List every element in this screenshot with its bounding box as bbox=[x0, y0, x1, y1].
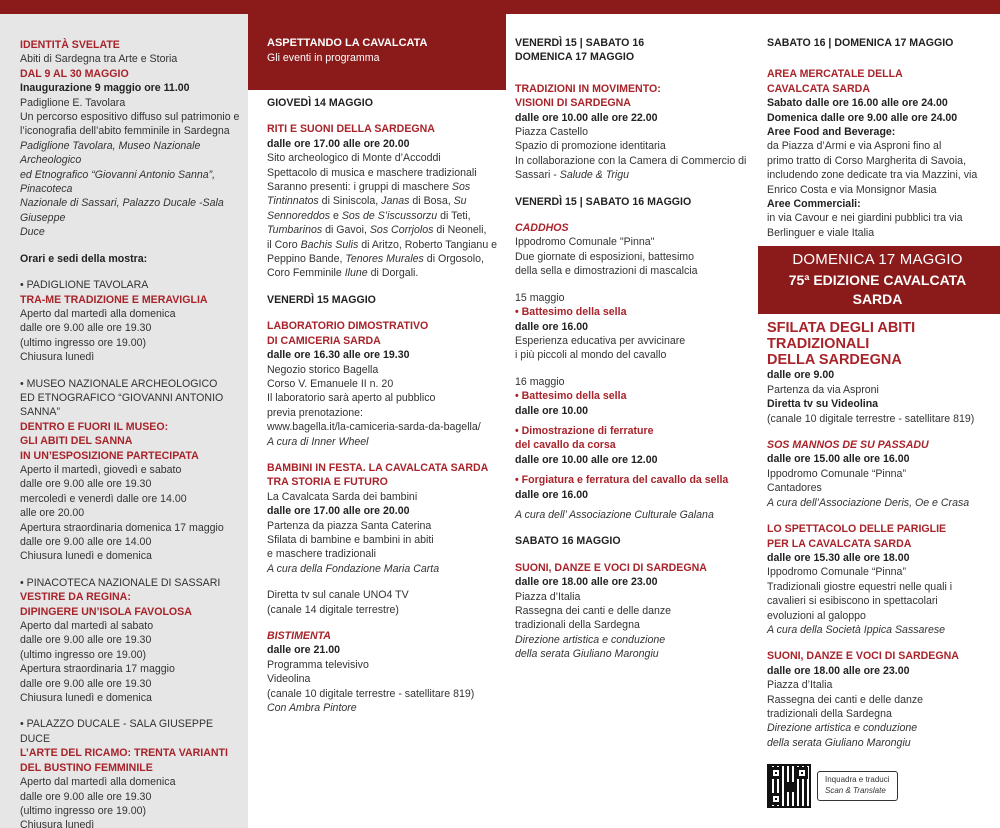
event-line: da Piazza d’Armi e via Asproni fino al bbox=[767, 140, 942, 153]
event-line: Videolina bbox=[267, 673, 311, 686]
event-time: dalle ore 16.30 alle ore 19.30 bbox=[267, 349, 410, 362]
day-heading: SABATO 16 MAGGIO bbox=[515, 535, 621, 548]
event-time: dalle ore 18.00 alle ore 23.00 bbox=[767, 664, 910, 677]
activity-title: • Forgiatura e ferratura del cavallo da sella bbox=[515, 474, 729, 487]
events-header-subtitle: Gli eventi in programma bbox=[267, 51, 380, 64]
tv-line: Diretta tv sul canale UNO4 TV bbox=[267, 589, 409, 602]
event-title: PER LA CAVALCATA SARDA bbox=[767, 537, 912, 550]
venues-line: Nazionale di Sassari, Palazzo Ducale -Sala Giuseppe bbox=[20, 197, 224, 224]
day-heading: SABATO 16 | DOMENICA 17 MAGGIO bbox=[767, 37, 954, 49]
event-time: dalle ore 15.00 alle ore 16.00 bbox=[767, 453, 910, 466]
activity-title: • Battesimo della sella bbox=[515, 306, 627, 319]
event-line: previa prenotazione: bbox=[267, 406, 363, 419]
event-credit: Con Ambra Pintore bbox=[267, 702, 357, 715]
main-event-title: SFILATA DEGLI ABITI TRADIZIONALI bbox=[767, 319, 916, 352]
event-time: dalle ore 10.00 alle ore 12.00 bbox=[515, 453, 658, 466]
event-line: Due giornate di esposizioni, battesimo bbox=[515, 250, 695, 263]
sunday-banner-edition: 75ª EDIZIONE CAVALCATA SARDA bbox=[788, 271, 967, 307]
event-line: e maschere tradizionali bbox=[267, 548, 376, 561]
hours-line: alle ore 20.00 bbox=[20, 507, 85, 520]
day-heading: VENERDÌ 15 MAGGIO bbox=[267, 293, 376, 306]
hours-line: dalle ore 9.00 alle ore 19.30 bbox=[20, 322, 152, 335]
venue-name: • PINACOTECA NAZIONALE DI SASSARI bbox=[20, 576, 221, 589]
desc-line: l’iconografia dell’abito femminile in Sardegna bbox=[20, 125, 230, 138]
event-line: evoluzioni al galoppo bbox=[767, 609, 866, 622]
event-time: dalle ore 10.00 bbox=[515, 404, 589, 417]
desc-line: Un percorso espositivo diffuso sul patrimonio e bbox=[20, 111, 240, 124]
hours-line: Chiusura lunedì bbox=[20, 819, 95, 828]
event-line: (canale 10 digitale terrestre - satellitare 819) bbox=[267, 687, 475, 700]
event-title: TRADIZIONI IN MOVIMENTO: bbox=[515, 82, 661, 95]
venue-exhibit-title: DIPINGERE UN’ISOLA FAVOLOSA bbox=[20, 605, 192, 618]
event-line: Piazza d’Italia bbox=[515, 590, 581, 603]
qr-translate[interactable] bbox=[767, 764, 994, 808]
tv-line: (canale 14 digitale terrestre) bbox=[267, 603, 399, 616]
event-credit: della serata Giuliano Marongiu bbox=[515, 648, 659, 661]
venue-exhibit-title: DENTRO E FUORI IL MUSEO: bbox=[20, 420, 169, 433]
event-line: tradizionali della Sardegna bbox=[767, 707, 892, 720]
event-time: dalle ore 17.00 alle ore 20.00 bbox=[267, 137, 410, 150]
event-line: Rassegna dei canti e delle danze bbox=[515, 605, 672, 617]
qr-code-icon[interactable] bbox=[767, 764, 811, 808]
event-title: SUONI, DANZE E VOCI DI SARDEGNA bbox=[515, 561, 707, 574]
event-line: il Coro Bachis Sulis di Aritzo, Roberto Tangianu e bbox=[267, 238, 498, 251]
events-header-box bbox=[248, 14, 506, 90]
venue-name: ED ETNOGRAFICO “GIOVANNI ANTONIO SANNA” bbox=[20, 391, 224, 419]
event-line: Coro Femminile Ilune di Dorgali. bbox=[267, 267, 419, 280]
top-banner bbox=[0, 0, 1000, 14]
hours-line: Apertura straordinaria 17 maggio bbox=[20, 663, 175, 676]
hours-line: dalle ore 9.00 alle ore 19.30 bbox=[20, 790, 152, 803]
hours-line: Aperto dal martedì alla domenica bbox=[20, 776, 176, 789]
area-heading: Aree Commerciali: bbox=[767, 198, 861, 211]
qr-caption-line: Scan & Translate bbox=[825, 785, 886, 795]
events-header-title: ASPETTANDO LA CAVALCATA bbox=[267, 37, 428, 49]
date-label: 16 maggio bbox=[515, 375, 565, 388]
activity-title: • Dimostrazione di ferrature bbox=[515, 424, 654, 437]
column-exhibitions bbox=[0, 14, 248, 828]
event-line: Berlinguer e viale Italia bbox=[767, 226, 875, 239]
venue-exhibit-title: IN UN’ESPOSIZIONE PARTECIPATA bbox=[20, 449, 199, 462]
event-line: Ippodromo Comunale “Pinna” bbox=[767, 467, 906, 480]
hours-heading: Orari e sedi della mostra: bbox=[20, 252, 148, 265]
event-time: dalle ore 16.00 bbox=[515, 320, 589, 333]
event-line: Saranno presenti: i gruppi di maschere Sos bbox=[267, 181, 471, 194]
event-line: Spettacolo di musica e maschere tradizionali bbox=[267, 166, 477, 179]
event-credit: Direzione artistica e conduzione bbox=[515, 633, 666, 646]
event-line: Sassari - Salude & Trigu bbox=[515, 169, 630, 182]
event-line: Tradizionali giostre equestri nelle quali i bbox=[767, 580, 953, 593]
main-event-title: DELLA SARDEGNA bbox=[767, 352, 902, 369]
event-line: Peppino Bande, Tenores Murales di Orgosolo, bbox=[267, 253, 484, 266]
hours-line: dalle ore 9.00 alle ore 19.30 bbox=[20, 634, 152, 647]
venue-name: • PALAZZO DUCALE - SALA GIUSEPPE DUCE bbox=[20, 718, 214, 745]
hours-line: (ultimo ingresso ore 19.00) bbox=[20, 804, 147, 817]
event-line: della sella e dimostrazioni di mascalcia bbox=[515, 265, 698, 278]
event-line: Sito archeologico di Monte d’Accoddi bbox=[267, 152, 441, 165]
event-time: dalle ore 17.00 alle ore 20.00 bbox=[267, 505, 410, 518]
venue-exhibit-title: VESTIRE DA REGINA: bbox=[20, 591, 131, 604]
exhibition-dates: DAL 9 AL 30 MAGGIO bbox=[20, 67, 129, 80]
event-time: dalle ore 10.00 alle ore 22.00 bbox=[515, 111, 658, 124]
event-credit: A cura della Fondazione Maria Carta bbox=[267, 562, 440, 575]
hours-line: Chiusura lunedì e domenica bbox=[20, 550, 152, 563]
event-line: Ippodromo Comunale “Pinna” bbox=[767, 566, 906, 579]
event-line: Esperienza educativa per avvicinare bbox=[515, 334, 686, 347]
hours-line: (ultimo ingresso ore 19.00) bbox=[20, 648, 147, 661]
hours-line: Aperto dal martedì alla domenica bbox=[20, 307, 176, 320]
event-title: BISTIMENTA bbox=[267, 630, 331, 642]
activity-title: del cavallo da corsa bbox=[515, 439, 616, 452]
exhibition-title: IDENTITÀ SVELATE bbox=[20, 39, 120, 51]
venue-name: • MUSEO NAZIONALE ARCHEOLOGICO bbox=[20, 377, 218, 390]
event-line: Il laboratorio sarà aperto al pubblico bbox=[267, 392, 436, 405]
venues-line: ed Etnografico “Giovanni Antonio Sanna”, Pinacoteca bbox=[20, 168, 216, 196]
venue-name: • PADIGLIONE TAVOLARA bbox=[20, 279, 149, 292]
event-line: (canale 10 digitale terrestre - satellitare 819) bbox=[767, 412, 975, 425]
area-heading: Aree Food and Beverage: bbox=[767, 126, 896, 139]
event-line: includendo zone dedicate tra via Mazzini, via bbox=[767, 169, 978, 182]
tv-line: Diretta tv su Videolina bbox=[767, 398, 879, 411]
event-title: VISIONI DI SARDEGNA bbox=[515, 97, 631, 110]
event-line: Sennoreddos e Sos de S’iscussorzu di Teti, bbox=[267, 209, 471, 222]
venue-exhibit-title: DEL BUSTINO FEMMINILE bbox=[20, 761, 153, 774]
event-credit: Direzione artistica e conduzione bbox=[767, 722, 918, 735]
event-line: Ippodromo Comunale "Pinna" bbox=[515, 236, 655, 249]
event-line: Spazio di promozione identitaria bbox=[515, 140, 666, 153]
qr-caption bbox=[817, 771, 898, 801]
day-heading: DOMENICA 17 MAGGIO bbox=[515, 51, 635, 64]
event-line: In collaborazione con la Camera di Commercio di bbox=[515, 154, 747, 167]
event-line: Programma televisivo bbox=[267, 658, 369, 671]
exhibition-subtitle: Abiti di Sardegna tra Arte e Storia bbox=[20, 53, 178, 66]
event-time: dalle ore 21.00 bbox=[267, 644, 341, 657]
event-title: SUONI, DANZE E VOCI DI SARDEGNA bbox=[767, 650, 959, 663]
event-line: tradizionali della Sardegna bbox=[515, 619, 640, 632]
event-credit: A cura della Società Ippica Sassarese bbox=[767, 623, 946, 636]
day-heading: GIOVEDÌ 14 MAGGIO bbox=[267, 97, 373, 109]
event-line: Tumbarinos di Gavoi, Sos Corrjolos di Neoneli, bbox=[267, 224, 487, 237]
event-time: dalle ore 18.00 alle ore 23.00 bbox=[515, 576, 658, 589]
hours-line: dalle ore 9.00 alle ore 19.30 bbox=[20, 478, 152, 491]
event-time: dalle ore 9.00 bbox=[767, 369, 835, 382]
hours-line: mercoledì e venerdì dalle ore 14.00 bbox=[20, 492, 187, 505]
venues-line: Padiglione Tavolara, Museo Nazionale Archeologico bbox=[20, 139, 201, 167]
event-title: CAVALCATA SARDA bbox=[767, 82, 870, 95]
event-title: SOS MANNOS DE SU PASSADU bbox=[767, 439, 929, 452]
event-title: LABORATORIO DIMOSTRATIVO bbox=[267, 320, 429, 333]
event-line: Partenza da piazza Santa Caterina bbox=[267, 519, 432, 532]
hours-line: (ultimo ingresso ore 19.00) bbox=[20, 336, 147, 349]
event-title: LO SPETTACOLO DELLE PARIGLIE bbox=[767, 523, 947, 536]
day-heading: VENERDÌ 15 | SABATO 16 bbox=[515, 37, 645, 49]
event-line: Sfilata di bambine e bambini in abiti bbox=[267, 533, 434, 546]
event-credit: A cura dell’Associazione Deris, Oe e Crasa bbox=[767, 496, 970, 509]
event-line: Cantadores bbox=[767, 482, 822, 495]
event-line: Piazza Castello bbox=[515, 126, 589, 139]
venues-line: Duce bbox=[20, 226, 45, 239]
event-credit: della serata Giuliano Marongiu bbox=[767, 736, 911, 749]
event-line: Enrico Costa e via Monsignor Masia bbox=[767, 183, 937, 196]
event-line: Negozio storico Bagella bbox=[267, 363, 379, 376]
venue-exhibit-title: GLI ABITI DEL SANNA bbox=[20, 435, 133, 448]
sunday-banner-date: DOMENICA 17 MAGGIO bbox=[792, 251, 963, 269]
event-credit: A cura di Inner Wheel bbox=[267, 435, 369, 448]
event-line: Rassegna dei canti e delle danze bbox=[767, 693, 924, 706]
hours-line: Chiusura lunedì bbox=[20, 351, 95, 364]
column-sunday bbox=[758, 14, 1000, 828]
event-time: Sabato dalle ore 16.00 alle ore 24.00 bbox=[767, 97, 948, 110]
event-line: Partenza da via Asproni bbox=[767, 383, 879, 396]
event-title: RITI E SUONI DELLA SARDEGNA bbox=[267, 123, 435, 136]
exhibition-place: Padiglione E. Tavolara bbox=[20, 96, 126, 109]
hours-line: dalle ore 9.00 alle ore 19.30 bbox=[20, 677, 152, 690]
event-line: primo tratto di Corso Margherita di Savoia, bbox=[767, 154, 967, 167]
sunday-banner bbox=[758, 246, 1000, 313]
event-line: Tintinnatos di Siniscola, Janas di Bosa, Su bbox=[267, 195, 467, 208]
event-credit: A cura dell’ Associazione Culturale Galana bbox=[515, 508, 714, 521]
inauguration: Inaugurazione 9 maggio ore 11.00 bbox=[20, 82, 190, 95]
venue-exhibit-title: L’ARTE DEL RICAMO: TRENTA VARIANTI bbox=[20, 747, 228, 760]
column-events bbox=[248, 14, 506, 828]
hours-line: Aperto dal martedì al sabato bbox=[20, 620, 154, 633]
event-line: cavalieri si esibiscono in spettacolari bbox=[767, 595, 938, 608]
hours-line: Apertura straordinaria domenica 17 maggio bbox=[20, 521, 224, 534]
event-time: Domenica dalle ore 9.00 alle ore 24.00 bbox=[767, 111, 958, 124]
event-link[interactable]: www.bagella.it/la-camiceria-sarda-da-bagella/ bbox=[267, 421, 481, 434]
day-heading: VENERDÌ 15 | SABATO 16 MAGGIO bbox=[515, 195, 692, 208]
qr-caption-line: Inquadra e traduci bbox=[825, 775, 890, 785]
hours-line: Chiusura lunedì e domenica bbox=[20, 692, 152, 705]
event-line: Piazza d’Italia bbox=[767, 679, 833, 692]
event-line: La Cavalcata Sarda dei bambini bbox=[267, 490, 418, 503]
event-time: dalle ore 15.30 alle ore 18.00 bbox=[767, 551, 910, 564]
event-line: i più piccoli al mondo del cavallo bbox=[515, 349, 667, 362]
event-title: CADDHOS bbox=[515, 222, 569, 235]
event-title: TRA STORIA E FUTURO bbox=[267, 476, 388, 489]
column-weekend bbox=[506, 14, 758, 828]
hours-line: Aperto il martedì, giovedì e sabato bbox=[20, 463, 182, 476]
activity-title: • Battesimo della sella bbox=[515, 390, 627, 403]
event-time: dalle ore 16.00 bbox=[515, 488, 589, 501]
event-line: in via Cavour e nei giardini pubblici tra via bbox=[767, 212, 963, 225]
date-label: 15 maggio bbox=[515, 291, 565, 304]
venue-exhibit-title: TRA-ME TRADIZIONE E MERAVIGLIA bbox=[20, 293, 208, 306]
event-title: BAMBINI IN FESTA. LA CAVALCATA SARDA bbox=[267, 461, 489, 474]
event-title: DI CAMICERIA SARDA bbox=[267, 334, 381, 347]
hours-line: dalle ore 9.00 alle ore 14.00 bbox=[20, 536, 152, 548]
event-title: AREA MERCATALE DELLA bbox=[767, 68, 903, 81]
event-line: Corso V. Emanuele II n. 20 bbox=[267, 377, 394, 390]
